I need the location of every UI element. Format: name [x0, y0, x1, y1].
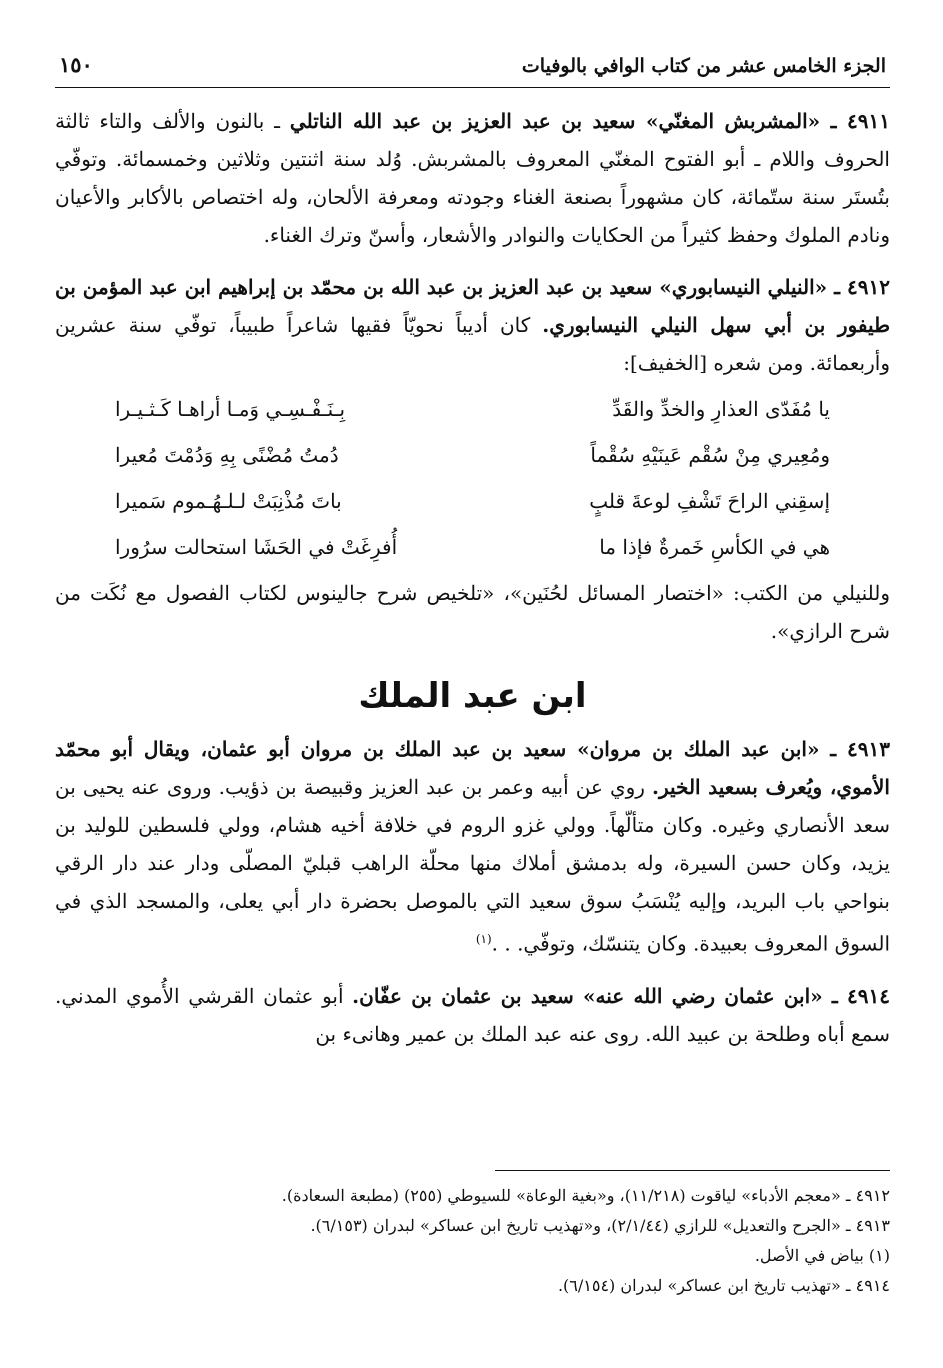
page-number: ١٥٠	[59, 52, 93, 77]
verse-first-hemistich: هي في الكأسِ خَمرةٌ فإذا ما	[599, 535, 830, 559]
verse-first-hemistich: ومُعِيري مِنْ سُقْم عَينَيْهِ سُقْماً	[590, 443, 830, 467]
verse-second-hemistich: باتَ مُذْنِبَتْ لـلـهُـموم سَميرا	[115, 489, 342, 513]
footnote-reference[interactable]: (١)	[475, 932, 492, 946]
entry-4912-tail: وللنيلي من الكتب: «اختصار المسائل لحُنَين»، «تلخيص شرح جالينوس لكتاب الفصول مع نُكَت من شرح الرازي».	[55, 581, 890, 643]
footnote-divider	[495, 1170, 890, 1171]
footnote: ٤٩١٣ ـ «الجرح والتعديل» للرازي (٢/١/٤٤)، و«تهذيب تاريخ ابن عساكر» لبدران (٦/١٥٣).	[310, 1216, 890, 1235]
running-title: الجزء الخامس عشر من كتاب الوافي بالوفيات	[521, 55, 886, 77]
verse-first-hemistich: يا مُفَدّى العذارِ والخدِّ والقَدِّ	[612, 397, 830, 421]
verse-second-hemistich: أُفرِغَتْ في الحَشَا استحالت سرُورا	[115, 535, 398, 559]
entry-4912-body: كان أديباً نحويّاً فقيها شاعراً طبيباً، توفّي سنة عشرين وأربعمائة. ومن شعره [الخفيف]:	[55, 313, 890, 375]
verse-first-hemistich: إسقِني الراحَ تَشْفِ لوعةَ قلبٍ	[589, 489, 830, 513]
verse	[115, 432, 830, 478]
verse	[115, 386, 830, 432]
entry-4913	[55, 730, 890, 963]
entry-4914-body: أبو عثمان القرشي الأُموي المدني. سمع أباه وطلحة بن عبيد الله. روى عنه عبد الملك بن عمير وهانىء بن	[55, 983, 890, 1046]
entry-4914-head: ٤٩١٤ ـ «ابن عثمان رضي الله عنه» سعيد بن عثمان بن عفّان.	[352, 983, 890, 1008]
verse	[115, 478, 830, 524]
footnote: ٤٩١٢ ـ «معجم الأدباء» لياقوت (١١/٢١٨)، و«بغية الوعاة» للسيوطي (٢٥٥) (مطبعة السعادة).	[281, 1186, 890, 1205]
entry-4912	[55, 268, 890, 382]
entry-4911-body: ـ بالنون والألف والتاء ثالثة الحروف واللام ـ أبو الفتوح المغنّي المعروف بالمشربش. وُلد سنة اثنتين وثلاثين وخمسمائة. وتوفّي بتُستَر سنة ستّمائة، كان مشهوراً بصنعة الغناء وجودته ومعرفة الألحان، وله اختصاص بالأكابر والأعيان ونادم الملوك وحفظ كثيراً من الحكايات والنوادر والأشعار، وأسنّ وترك الغناء.	[55, 109, 890, 247]
page-body	[55, 52, 890, 1053]
section-heading: ابن عبد الملك	[358, 676, 587, 716]
poem	[115, 386, 830, 570]
verse	[115, 524, 830, 570]
entry-4912-head: ٤٩١٢ ـ «النيلي النيسابوري» سعيد بن عبد العزيز بن عبد الله بن محمّد بن إبراهيم ابن عبد المؤمن بن طيفور بن أبي سهل النيلي النيسابوري.	[55, 275, 890, 337]
entry-4913-body: روي عن أبيه وعمر بن عبد العزيز وقبيصة بن ذؤيب. وروى عنه يحيى بن سعد الأنصاري وغيره. وكان متألّهاً. وولي غزو الروم في خلافة أخيه هشام، وولي فلسطين للوليد بن يزيد، وكان حسن السيرة، وله بدمشق أملاك منها محلّة الراهب قبليّ المصلّى ودار عند دار الرقي بنواحي باب البريد، وإليه يُنْسَبُ سوق سعيد التي بالموصل بحضرة دار أبي يعلى، والمسجد الذي في السوق المعروف بعبيدة. وكان يتنسّك، وتوفّي. . .	[55, 775, 890, 956]
entry-4913-head: ٤٩١٣ ـ «ابن عبد الملك بن مروان» سعيد بن عبد الملك بن مروان أبو عثمان، ويقال أبو محمّد الأموي، ويُعرف بسعيد الخير.	[55, 737, 890, 799]
entry-4911	[55, 102, 890, 254]
footnotes	[55, 1170, 890, 1301]
footnote: ٤٩١٤ ـ «تهذيب تاريخ ابن عساكر» لبدران (٦/١٥٤).	[557, 1276, 890, 1295]
verse-second-hemistich: بِـنَـفْـسِـي وَمـا أراهـا كَـثـيـرا	[115, 397, 346, 421]
running-header	[55, 52, 890, 88]
verse-second-hemistich: دُمتُ مُضْنًى بِهِ وَدُمْتَ مُعيرا	[115, 443, 339, 467]
entry-4911-head: ٤٩١١ ـ «المشربش المغنّي» سعيد بن عبد العزيز بن عبد الله الناتلي	[289, 109, 890, 133]
entry-4914	[55, 977, 890, 1053]
footnote: (١) بياض في الأصل.	[754, 1246, 890, 1265]
